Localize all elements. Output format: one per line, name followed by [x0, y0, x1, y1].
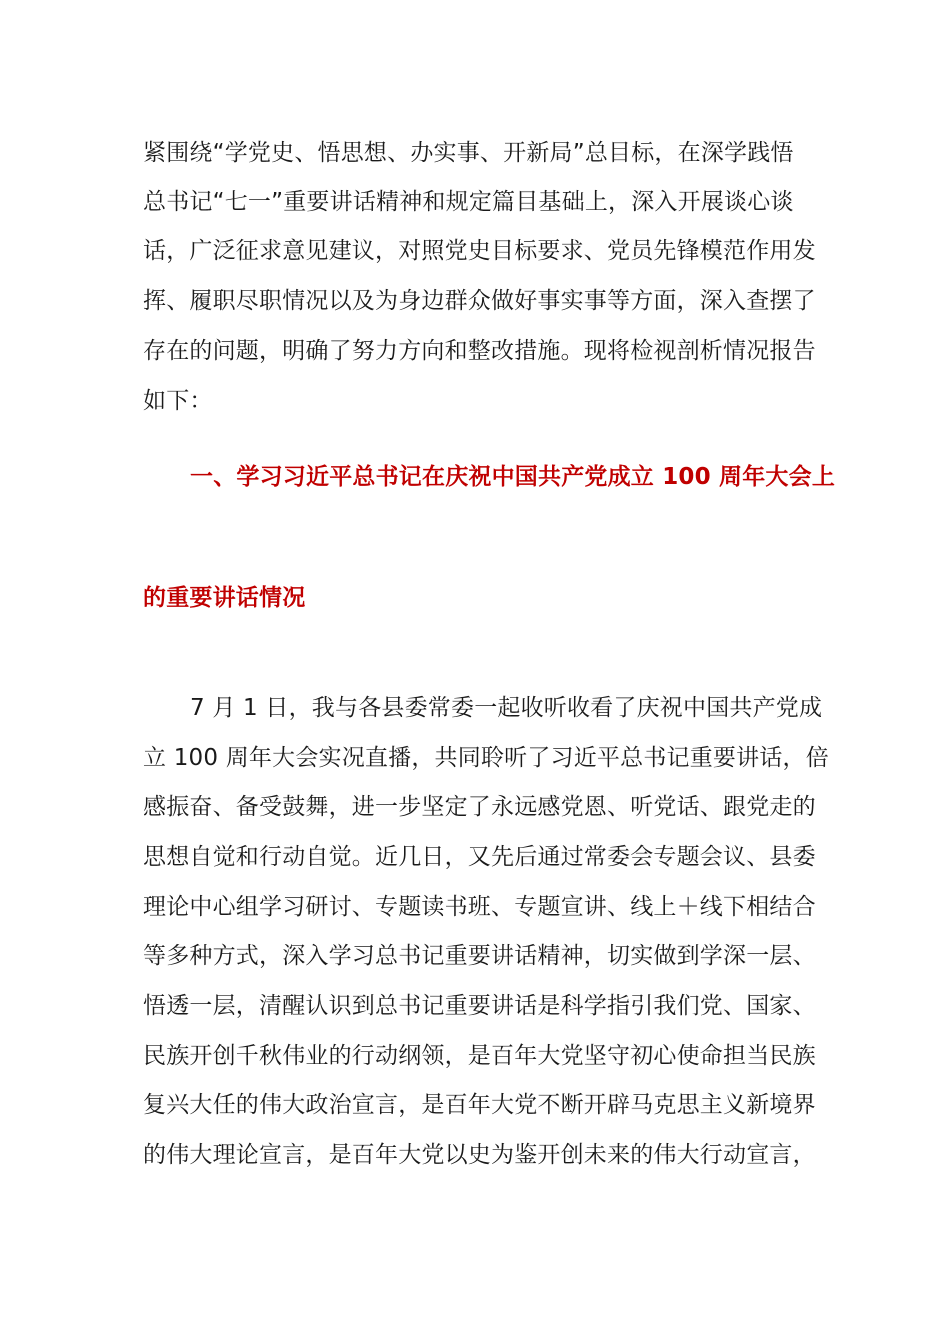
- text-line: 如下：: [143, 388, 213, 414]
- text-line: 感振奋、备受鼓舞，进一步坚定了永远感党恩、听党话、跟党走的: [143, 794, 816, 820]
- text-line: 复兴大任的伟大政治宣言，是百年大党不断开辟马克思主义新境界: [143, 1092, 816, 1118]
- text-line: 立 100 周年大会实况直播，共同聆听了习近平总书记重要讲话，倍: [143, 745, 829, 771]
- heading-line: 一、学习习近平总书记在庆祝中国共产党成立 100 周年大会上: [190, 464, 836, 490]
- text-line: 话，广泛征求意见建议，对照党史目标要求、党员先锋模范作用发: [143, 238, 816, 264]
- text-line: 等多种方式，深入学习总书记重要讲话精神，切实做到学深一层、: [143, 943, 816, 969]
- text-line: 民族开创千秋伟业的行动纲领，是百年大党坚守初心使命担当民族: [143, 1043, 816, 1069]
- text-line: 总书记“七一”重要讲话精神和规定篇目基础上，深入开展谈心谈: [143, 189, 794, 215]
- text-line: 的伟大理论宣言，是百年大党以史为鉴开创未来的伟大行动宣言，: [143, 1142, 816, 1168]
- text-line: 挥、履职尽职情况以及为身边群众做好事实事等方面，深入查摆了: [143, 288, 816, 314]
- text-line: 思想自觉和行动自觉。近几日，又先后通过常委会专题会议、县委: [143, 844, 816, 870]
- text-line: 理论中心组学习研讨、专题读书班、专题宣讲、线上＋线下相结合: [143, 894, 816, 920]
- text-line: 7 月 1 日，我与各县委常委一起收听收看了庆祝中国共产党成: [190, 695, 823, 721]
- heading-line: 的重要讲话情况: [143, 585, 306, 611]
- text-line: 悟透一层，清醒认识到总书记重要讲话是科学指引我们党、国家、: [143, 993, 816, 1019]
- text-line: 存在的问题，明确了努力方向和整改措施。现将检视剖析情况报告: [143, 338, 816, 364]
- text-line: 紧围绕“学党史、悟思想、办实事、开新局”总目标，在深学践悟: [143, 140, 794, 166]
